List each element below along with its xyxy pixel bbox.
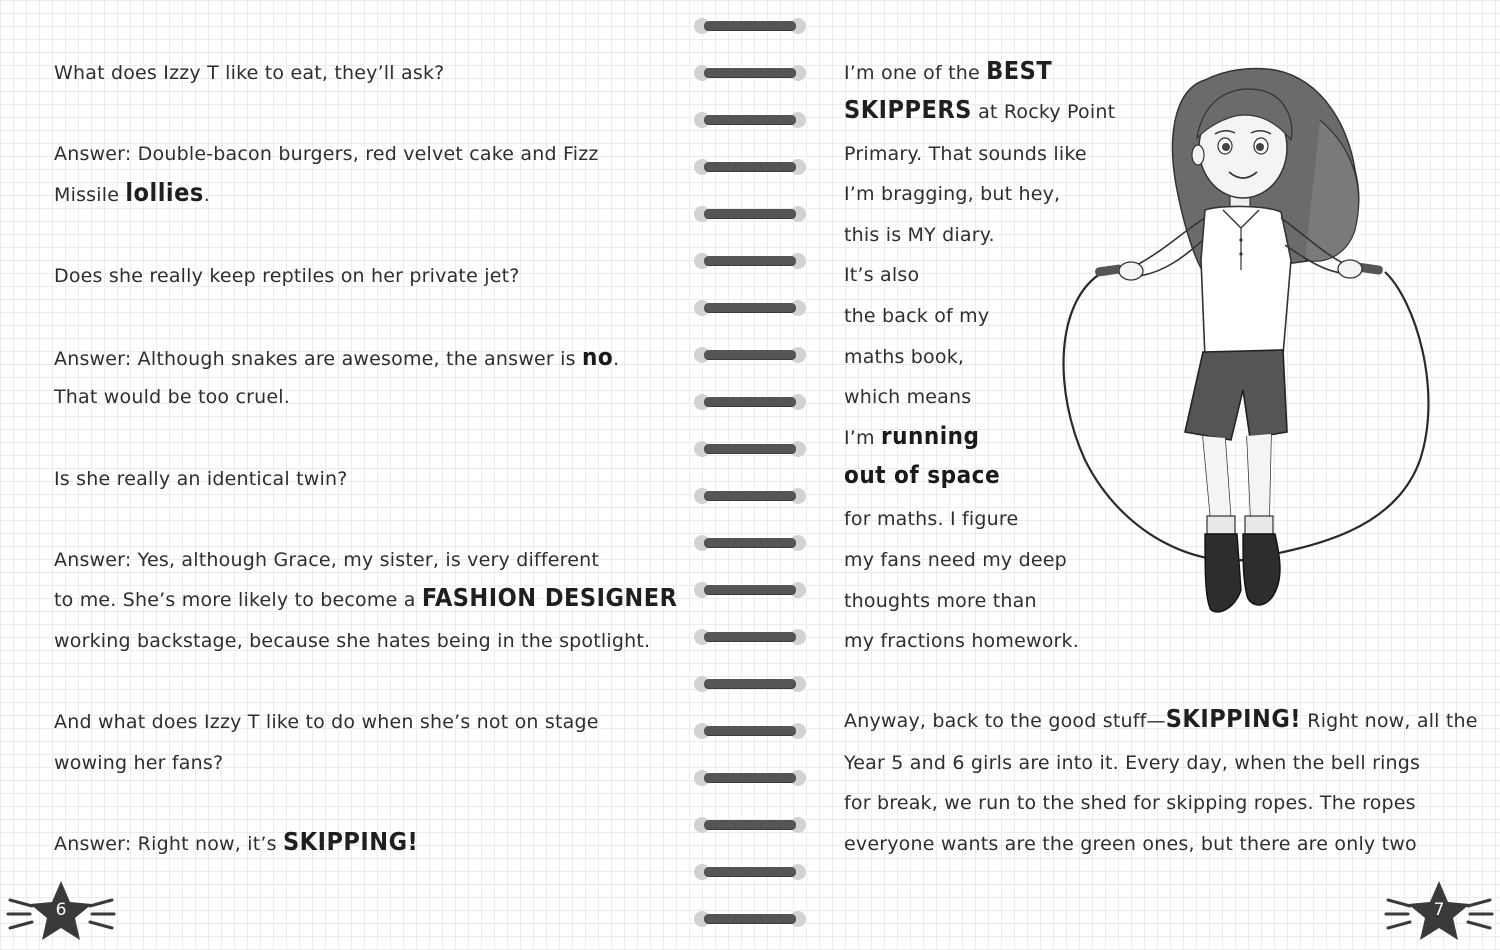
ring-wire — [704, 303, 796, 312]
text-line: for break, we run to the shed for skipping ropes. The ropes — [844, 792, 1416, 814]
text-line: this is MY diary. — [844, 224, 995, 246]
ring-wire — [704, 21, 796, 30]
spiral-binding — [694, 0, 806, 950]
ring-wire — [704, 726, 796, 735]
text-line: Answer: Double-bacon burgers, red velvet cake and Fizz — [54, 143, 599, 165]
spiral-ring — [694, 909, 806, 929]
ring-wire — [704, 444, 796, 453]
text-line: What does Izzy T like to eat, they’ll ask? — [54, 62, 445, 84]
text-line — [54, 829, 418, 857]
ring-wire — [704, 68, 796, 77]
text-line: thoughts more than — [844, 590, 1037, 612]
emphasis-word: running — [881, 422, 980, 450]
emphasis-word: SKIPPING! — [1165, 704, 1302, 733]
spiral-ring — [694, 204, 806, 224]
skipping-girl-illustration — [1055, 60, 1435, 630]
text-line: Is she really an identical twin? — [54, 468, 348, 490]
emphasis-word: BEST — [986, 56, 1053, 85]
spiral-ring — [694, 251, 806, 271]
text-segment: I’m one of the — [844, 62, 987, 84]
text-line: And what does Izzy T like to do when she’s not on stage — [54, 711, 599, 733]
spiral-ring — [694, 674, 806, 694]
left-page — [0, 0, 690, 950]
ring-wire — [704, 867, 796, 876]
emphasis-word: no — [581, 343, 614, 371]
ring-wire — [704, 914, 796, 923]
emphasis-word: SKIPPING! — [282, 827, 419, 856]
text-line: working backstage, because she hates being in the spotlight. — [54, 630, 651, 652]
ring-wire — [704, 773, 796, 782]
spiral-ring — [694, 345, 806, 365]
text-segment: Anyway, back to the good stuff— — [844, 710, 1166, 732]
ring-wire — [704, 350, 796, 359]
spiral-ring — [694, 486, 806, 506]
ring-wire — [704, 162, 796, 171]
ring-wire — [704, 538, 796, 547]
emphasis-word: out of space — [844, 461, 1001, 489]
ring-wire — [704, 585, 796, 594]
spiral-ring — [694, 768, 806, 788]
text-segment: Missile — [54, 184, 126, 206]
ring-wire — [704, 820, 796, 829]
spiral-ring — [694, 110, 806, 130]
text-line: I’m bragging, but hey, — [844, 183, 1061, 205]
text-segment: . — [203, 184, 211, 206]
text-segment: Right now, all the — [1301, 710, 1478, 732]
text-line: Year 5 and 6 girls are into it. Every day, when the bell rings — [844, 752, 1421, 774]
text-line — [844, 462, 1000, 490]
text-line: Does she really keep reptiles on her private jet? — [54, 265, 520, 287]
text-line: Answer: Yes, although Grace, my sister, is very different — [54, 549, 599, 571]
ring-wire — [704, 397, 796, 406]
ring-wire — [704, 491, 796, 500]
text-line: That would be too cruel. — [54, 386, 291, 408]
text-line: It’s also — [844, 264, 920, 286]
page-number: 6 — [55, 900, 67, 920]
text-segment: Answer: Although snakes are awesome, the answer is — [54, 348, 582, 370]
text-line — [54, 585, 677, 613]
emphasis-word: FASHION DESIGNER — [421, 583, 678, 612]
text-line: for maths. I figure — [844, 508, 1019, 530]
spiral-ring — [694, 157, 806, 177]
text-segment: I’m — [844, 427, 881, 449]
spiral-ring — [694, 16, 806, 36]
spiral-ring — [694, 862, 806, 882]
text-line: maths book, — [844, 346, 965, 368]
text-segment: to me. She’s more likely to become a — [54, 589, 422, 611]
text-line: Primary. That sounds like — [844, 143, 1087, 165]
text-line: wowing her fans? — [54, 752, 224, 774]
spiral-ring — [694, 627, 806, 647]
spiral-ring — [694, 63, 806, 83]
text-line: everyone wants are the green ones, but there are only two — [844, 833, 1417, 855]
text-line — [844, 58, 1052, 86]
spiral-ring — [694, 392, 806, 412]
text-line — [844, 423, 980, 451]
page-number-badge-left — [6, 878, 116, 944]
ring-wire — [704, 632, 796, 641]
spiral-ring — [694, 580, 806, 600]
spiral-ring — [694, 721, 806, 741]
text-segment: at Rocky Point — [971, 101, 1116, 123]
text-line: which means — [844, 386, 972, 408]
text-line: the back of my — [844, 305, 990, 327]
page-number-badge-right — [1384, 878, 1494, 944]
emphasis-word: SKIPPERS — [844, 95, 972, 124]
ring-wire — [704, 209, 796, 218]
text-line — [54, 180, 210, 208]
spiral-ring — [694, 298, 806, 318]
text-line: my fans need my deep — [844, 549, 1067, 571]
text-line: my fractions homework. — [844, 630, 1079, 652]
text-segment: Answer: Right now, it’s — [54, 833, 283, 855]
spiral-ring — [694, 439, 806, 459]
ring-wire — [704, 679, 796, 688]
ring-wire — [704, 256, 796, 265]
text-line — [54, 344, 619, 372]
ring-wire — [704, 115, 796, 124]
spiral-ring — [694, 815, 806, 835]
page-number: 7 — [1433, 900, 1445, 920]
text-line — [844, 706, 1478, 734]
emphasis-word: lollies — [125, 178, 204, 207]
text-segment: . — [613, 348, 620, 370]
spiral-ring — [694, 533, 806, 553]
